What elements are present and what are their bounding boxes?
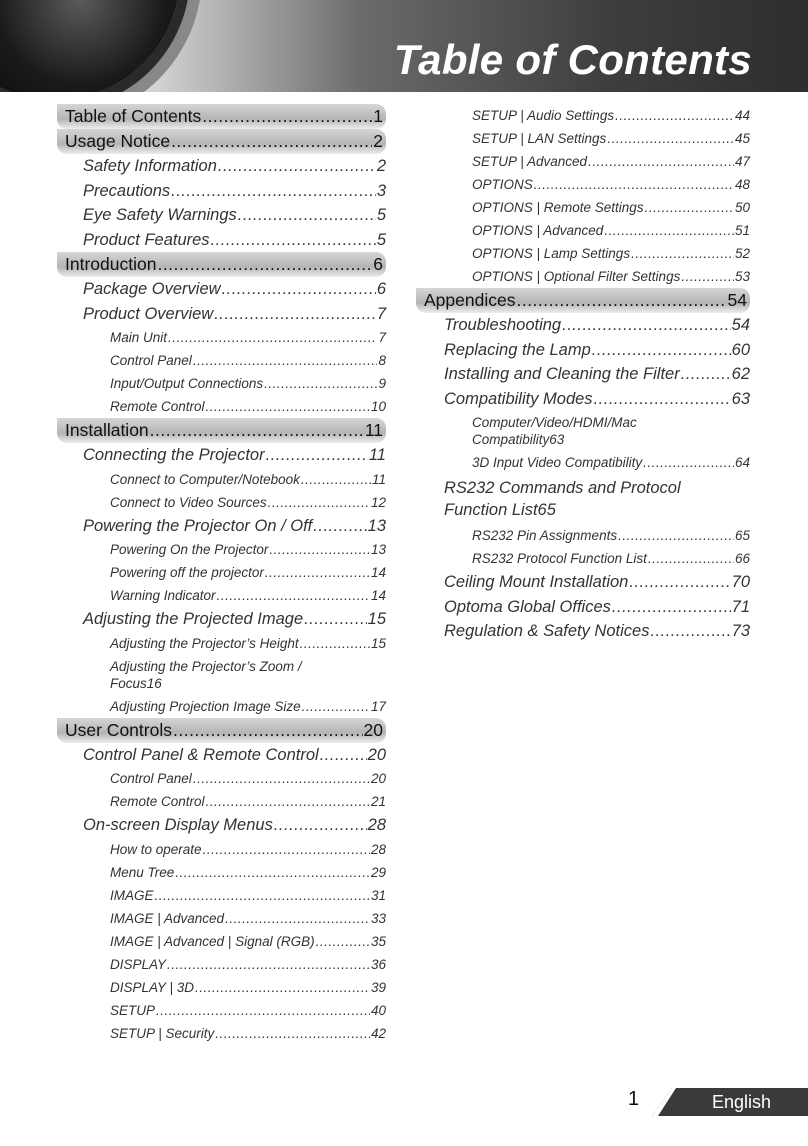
toc-entry-title: Focus bbox=[110, 675, 147, 691]
toc-entry-title: SETUP | LAN Settings bbox=[472, 131, 607, 146]
toc-entry-page: 54 bbox=[727, 290, 747, 310]
toc-entry-level-3[interactable] bbox=[416, 265, 750, 288]
toc-entry-title: Connecting the Projector bbox=[83, 446, 265, 464]
dot-leader bbox=[631, 242, 734, 265]
toc-entry-page: 3 bbox=[376, 181, 386, 200]
toc-entry-title: DISPLAY bbox=[110, 956, 167, 972]
toc-entry-title: Control Panel bbox=[110, 771, 192, 786]
toc-entry-title: Usage Notice bbox=[65, 131, 171, 151]
toc-entry-level-3[interactable] bbox=[57, 468, 386, 491]
toc-entry-title: Eye Safety Warnings bbox=[83, 206, 237, 224]
toc-entry-page: 10 bbox=[370, 399, 386, 414]
toc-right-column bbox=[416, 104, 750, 644]
dot-leader bbox=[238, 203, 376, 228]
dot-leader bbox=[604, 219, 734, 242]
toc-entry-title: Installing and Cleaning the Filter bbox=[444, 365, 680, 383]
toc-entry-title: Ceiling Mount Installation bbox=[444, 573, 629, 591]
toc-entry-title: Main Unit bbox=[110, 330, 168, 345]
toc-entry-title: Appendices bbox=[424, 290, 516, 310]
toc-entry-page: 21 bbox=[370, 794, 386, 809]
toc-entry-level-3[interactable] bbox=[57, 349, 386, 372]
dot-leader bbox=[629, 570, 730, 595]
toc-entry-level-3[interactable] bbox=[416, 451, 750, 474]
toc-entry-title: Adjusting the Projected Image bbox=[83, 610, 304, 628]
toc-entry-page: 28 bbox=[367, 816, 386, 834]
toc-entry-level-3[interactable] bbox=[57, 790, 386, 813]
toc-entry-title: OPTIONS | Lamp Settings bbox=[472, 246, 631, 261]
toc-entry-title-line: RS232 Commands and Protocol bbox=[444, 479, 681, 497]
toc-entry-level-3[interactable] bbox=[416, 547, 750, 570]
toc-entry-level-2[interactable] bbox=[416, 338, 750, 363]
toc-entry-level-2[interactable] bbox=[57, 154, 386, 179]
toc-entry-page: 48 bbox=[734, 177, 750, 192]
toc-entry-title: Troubleshooting bbox=[444, 316, 562, 334]
dot-leader bbox=[193, 349, 378, 372]
toc-entry-level-2[interactable] bbox=[416, 362, 750, 387]
toc-entry-title: IMAGE | Advanced bbox=[110, 910, 225, 926]
toc-entry-page: 51 bbox=[734, 223, 750, 238]
toc-entry-page: 5 bbox=[376, 230, 386, 249]
dot-leader bbox=[156, 999, 370, 1022]
toc-entry-level-2[interactable] bbox=[416, 595, 750, 620]
toc-entry-level-3[interactable] bbox=[57, 655, 386, 695]
toc-entry-level-3[interactable] bbox=[416, 104, 750, 127]
toc-entry-page: 6 bbox=[373, 254, 383, 274]
dot-leader bbox=[214, 302, 376, 327]
toc-entry-page: 2 bbox=[376, 157, 386, 175]
toc-entry-title: Table of Contents bbox=[65, 106, 202, 126]
toc-entry-level-3[interactable] bbox=[57, 861, 386, 884]
toc-entry-page: 14 bbox=[370, 565, 386, 580]
toc-entry-title: Precautions bbox=[83, 181, 171, 200]
toc-entry-page: 16 bbox=[146, 675, 162, 691]
toc-entry-level-3[interactable] bbox=[57, 884, 386, 907]
toc-entry-page: 50 bbox=[734, 200, 750, 215]
toc-entry-title: 3D Input Video Compatibility bbox=[472, 455, 643, 470]
toc-entry-title: Adjusting Projection Image Size bbox=[110, 698, 301, 714]
toc-entry-level-2[interactable] bbox=[57, 607, 386, 632]
toc-entry-page: 44 bbox=[734, 108, 750, 123]
toc-entry-level-3[interactable] bbox=[416, 242, 750, 265]
toc-entry-title: Powering off the projector bbox=[110, 565, 264, 580]
toc-entry-title: Powering the Projector On / Off bbox=[83, 516, 313, 535]
dot-leader bbox=[175, 861, 370, 884]
dot-leader bbox=[588, 150, 734, 173]
toc-entry-title: OPTIONS | Optional Filter Settings bbox=[472, 269, 681, 284]
toc-entry-page: 7 bbox=[376, 304, 386, 323]
toc-entry-title: Control Panel bbox=[110, 353, 192, 368]
toc-entry-title: Powering On the Projector bbox=[110, 542, 269, 557]
toc-entry-title: SETUP | Advanced bbox=[472, 154, 588, 169]
dot-leader bbox=[301, 468, 371, 491]
toc-entry-title: Product Features bbox=[83, 230, 210, 249]
toc-entry-level-3[interactable] bbox=[416, 196, 750, 219]
toc-entry-level-3[interactable] bbox=[57, 584, 386, 607]
toc-entry-page: 71 bbox=[731, 597, 750, 616]
toc-entry-level-3[interactable] bbox=[57, 491, 386, 514]
toc-entry-row bbox=[472, 431, 750, 448]
dot-leader bbox=[650, 619, 730, 644]
toc-entry-level-2[interactable] bbox=[57, 228, 386, 253]
toc-entry-page: 35 bbox=[370, 933, 386, 949]
toc-entry-title: Control Panel & Remote Control bbox=[83, 745, 319, 764]
toc-entry-page: 66 bbox=[734, 551, 750, 566]
toc-entry-title: Package Overview bbox=[83, 280, 221, 298]
toc-entry-level-3[interactable] bbox=[57, 538, 386, 561]
dot-leader bbox=[155, 884, 370, 907]
toc-entry-level-3[interactable] bbox=[57, 953, 386, 976]
dot-leader bbox=[215, 1022, 370, 1045]
dot-leader bbox=[211, 228, 376, 253]
toc-entry-level-3[interactable] bbox=[57, 632, 386, 655]
toc-entry-title: IMAGE bbox=[110, 887, 154, 903]
toc-entry-title: User Controls bbox=[65, 719, 172, 740]
page-number: 1 bbox=[628, 1088, 640, 1110]
toc-entry-page: 13 bbox=[367, 516, 386, 535]
dot-leader bbox=[266, 443, 368, 468]
dot-leader bbox=[265, 561, 370, 584]
toc-entry-page: 14 bbox=[370, 588, 386, 603]
toc-entry-page: 2 bbox=[373, 131, 383, 151]
toc-entry-title: Connect to Video Sources bbox=[110, 494, 267, 510]
toc-entry-level-2[interactable] bbox=[57, 302, 386, 327]
toc-entry-page: 60 bbox=[731, 340, 750, 359]
dot-leader bbox=[618, 524, 734, 547]
toc-entry-level-3[interactable] bbox=[57, 999, 386, 1022]
toc-entry-title: Connect to Computer/Notebook bbox=[110, 471, 300, 487]
toc-entry-page: 53 bbox=[734, 269, 750, 284]
toc-entry-page: 5 bbox=[376, 206, 386, 224]
toc-entry-title: Remote Control bbox=[110, 794, 205, 809]
projector-lens-graphic bbox=[0, 0, 180, 92]
toc-entry-page: 8 bbox=[378, 353, 386, 368]
dot-leader bbox=[612, 595, 731, 620]
dot-leader bbox=[195, 976, 370, 999]
dot-leader bbox=[171, 179, 376, 204]
toc-entry-page: 11 bbox=[364, 420, 383, 440]
toc-entry-page: 65 bbox=[537, 501, 556, 519]
dot-leader bbox=[304, 607, 367, 632]
dot-leader bbox=[300, 632, 370, 655]
toc-entry-level-3[interactable] bbox=[416, 411, 750, 451]
toc-entry-level-3[interactable] bbox=[57, 561, 386, 584]
dot-leader bbox=[645, 196, 734, 219]
toc-entry-page: 65 bbox=[734, 528, 750, 543]
toc-entry-level-2[interactable] bbox=[416, 313, 750, 338]
toc-entry-title: RS232 Protocol Function List bbox=[472, 551, 647, 566]
toc-entry-level-2[interactable] bbox=[57, 813, 386, 838]
dot-leader bbox=[648, 547, 734, 570]
toc-entry-level-3[interactable] bbox=[57, 930, 386, 953]
dot-leader bbox=[173, 718, 363, 743]
toc-entry-title: Installation bbox=[65, 420, 149, 440]
toc-entry-title: RS232 Pin Assignments bbox=[472, 528, 618, 543]
toc-entry-page: 62 bbox=[731, 365, 750, 383]
dot-leader bbox=[218, 154, 376, 179]
toc-entry-title: Compatibility bbox=[472, 432, 550, 447]
toc-entry-page: 13 bbox=[370, 542, 386, 557]
toc-entry-title: Product Overview bbox=[83, 304, 214, 323]
dot-leader bbox=[643, 451, 734, 474]
toc-entry-title: Compatibility Modes bbox=[444, 389, 593, 408]
toc-entry-level-1[interactable] bbox=[57, 252, 386, 277]
dot-leader bbox=[206, 395, 370, 418]
toc-entry-page: 9 bbox=[378, 376, 386, 391]
toc-entry-level-3[interactable] bbox=[416, 524, 750, 547]
toc-entry-title: DISPLAY | 3D bbox=[110, 979, 195, 995]
toc-entry-page: 52 bbox=[734, 246, 750, 261]
dot-leader bbox=[206, 790, 370, 813]
dot-leader bbox=[274, 813, 367, 838]
toc-left-column bbox=[57, 104, 386, 1045]
dot-leader bbox=[157, 252, 372, 277]
toc-entry-level-2[interactable] bbox=[416, 387, 750, 412]
toc-entry-title: Input/Output Connections bbox=[110, 376, 264, 391]
language-label: English bbox=[712, 1092, 772, 1112]
toc-entry-title: OPTIONS bbox=[472, 177, 533, 192]
toc-entry-page: 12 bbox=[370, 494, 386, 510]
dot-leader bbox=[217, 584, 370, 607]
toc-entry-page: 20 bbox=[367, 745, 386, 764]
toc-entry-page: 7 bbox=[378, 330, 386, 345]
toc-entry-level-1[interactable] bbox=[57, 104, 386, 129]
toc-entry-title: Menu Tree bbox=[110, 864, 175, 880]
toc-entry-page: 39 bbox=[370, 979, 386, 995]
toc-entry-level-2[interactable] bbox=[57, 277, 386, 302]
toc-entry-page: 31 bbox=[370, 887, 386, 903]
dot-leader bbox=[264, 372, 377, 395]
toc-entry-level-1[interactable] bbox=[416, 288, 750, 313]
toc-entry-level-3[interactable] bbox=[416, 127, 750, 150]
toc-entry-level-2[interactable] bbox=[416, 474, 750, 524]
toc-entry-level-3[interactable] bbox=[57, 395, 386, 418]
toc-entry-title: Function List bbox=[444, 501, 538, 519]
toc-entry-page: 47 bbox=[734, 154, 750, 169]
toc-entry-page: 15 bbox=[370, 635, 386, 651]
dot-leader bbox=[302, 695, 370, 718]
toc-entry-page: 11 bbox=[371, 471, 386, 487]
toc-entry-page: 28 bbox=[370, 841, 386, 857]
toc-entry-level-3[interactable] bbox=[57, 1022, 386, 1045]
toc-entry-level-3[interactable] bbox=[57, 695, 386, 718]
toc-entry-level-3[interactable] bbox=[57, 838, 386, 861]
dot-leader bbox=[225, 907, 370, 930]
toc-entry-page: 20 bbox=[370, 771, 386, 786]
dot-leader bbox=[534, 173, 734, 196]
dot-leader bbox=[150, 418, 364, 443]
toc-entry-page: 63 bbox=[549, 432, 565, 447]
toc-entry-page: 11 bbox=[368, 446, 386, 464]
dot-leader bbox=[222, 277, 376, 302]
toc-entry-level-2[interactable] bbox=[416, 570, 750, 595]
dot-leader bbox=[202, 104, 372, 129]
toc-entry-page: 29 bbox=[370, 864, 386, 880]
dot-leader bbox=[269, 538, 370, 561]
toc-entry-page: 63 bbox=[731, 389, 750, 408]
toc-entry-title: OPTIONS | Advanced bbox=[472, 223, 604, 238]
dot-leader bbox=[268, 491, 370, 514]
toc-entry-row bbox=[110, 675, 386, 692]
toc-entry-page: 36 bbox=[370, 956, 386, 972]
toc-entry-row bbox=[444, 499, 750, 521]
toc-entry-page: 33 bbox=[370, 910, 386, 926]
dot-leader bbox=[193, 767, 370, 790]
dot-leader bbox=[562, 313, 731, 338]
toc-entry-level-1[interactable] bbox=[57, 418, 386, 443]
toc-entry-level-2[interactable] bbox=[57, 743, 386, 768]
toc-entry-page: 40 bbox=[370, 1002, 386, 1018]
toc-entry-title: Optoma Global Offices bbox=[444, 597, 611, 616]
toc-entry-page: 70 bbox=[731, 573, 750, 591]
toc-entry-level-3[interactable] bbox=[416, 219, 750, 242]
toc-entry-page: 20 bbox=[363, 719, 383, 740]
toc-entry-level-3[interactable] bbox=[57, 976, 386, 999]
toc-entry-title: How to operate bbox=[110, 841, 202, 857]
dot-leader bbox=[316, 930, 370, 953]
toc-entry-page: 64 bbox=[734, 455, 750, 470]
toc-entry-level-3[interactable] bbox=[416, 150, 750, 173]
page-header bbox=[0, 0, 808, 92]
dot-leader bbox=[516, 288, 726, 313]
toc-entry-level-2[interactable] bbox=[57, 443, 386, 468]
dot-leader bbox=[203, 838, 370, 861]
toc-entry-level-2[interactable] bbox=[57, 514, 386, 539]
toc-entry-level-3[interactable] bbox=[57, 326, 386, 349]
dot-leader bbox=[313, 514, 366, 539]
toc-entry-title: Safety Information bbox=[83, 157, 217, 175]
dot-leader bbox=[167, 953, 370, 976]
toc-entry-level-3[interactable] bbox=[57, 907, 386, 930]
toc-entry-page: 1 bbox=[373, 106, 383, 126]
toc-entry-level-2[interactable] bbox=[57, 203, 386, 228]
toc-entry-level-3[interactable] bbox=[416, 173, 750, 196]
toc-entry-level-2[interactable] bbox=[416, 619, 750, 644]
dot-leader bbox=[681, 362, 731, 387]
toc-entry-title: On-screen Display Menus bbox=[83, 816, 273, 834]
toc-entry-page: 42 bbox=[370, 1025, 386, 1041]
dot-leader bbox=[171, 129, 372, 154]
toc-entry-page: 73 bbox=[731, 622, 750, 640]
toc-entry-title: OPTIONS | Remote Settings bbox=[472, 200, 644, 215]
toc-entry-page: 45 bbox=[734, 131, 750, 146]
page-title: Table of Contents bbox=[393, 36, 752, 83]
toc-entry-page: 54 bbox=[731, 316, 750, 334]
toc-entry-title: SETUP | Audio Settings bbox=[472, 108, 615, 123]
toc-entry-level-1[interactable] bbox=[57, 718, 386, 743]
toc-entry-level-3[interactable] bbox=[57, 372, 386, 395]
toc-entry-title: Introduction bbox=[65, 254, 157, 274]
dot-leader bbox=[607, 127, 734, 150]
toc-entry-title: SETUP bbox=[110, 1002, 156, 1018]
toc-entry-page: 6 bbox=[376, 280, 386, 298]
toc-entry-page: 15 bbox=[367, 610, 386, 628]
toc-entry-title: Warning Indicator bbox=[110, 588, 216, 603]
toc-entry-title: IMAGE | Advanced | Signal (RGB) bbox=[110, 933, 315, 949]
toc-entry-title: Remote Control bbox=[110, 399, 205, 414]
toc-entry-title-line: Adjusting the Projector’s Zoom / bbox=[110, 658, 302, 674]
toc-entry-title-line: Computer/Video/HDMI/Mac bbox=[472, 415, 637, 430]
dot-leader bbox=[320, 743, 367, 768]
dot-leader bbox=[592, 338, 731, 363]
toc-entry-level-1[interactable] bbox=[57, 129, 386, 154]
toc-entry-title: SETUP | Security bbox=[110, 1025, 215, 1041]
toc-entry-level-2[interactable] bbox=[57, 179, 386, 204]
toc-entry-title: Replacing the Lamp bbox=[444, 340, 591, 359]
toc-entry-level-3[interactable] bbox=[57, 767, 386, 790]
toc-entry-title: Regulation & Safety Notices bbox=[444, 622, 650, 640]
toc-entry-page: 17 bbox=[370, 698, 386, 714]
dot-leader bbox=[168, 326, 377, 349]
dot-leader bbox=[681, 265, 734, 288]
dot-leader bbox=[615, 104, 734, 127]
dot-leader bbox=[594, 387, 731, 412]
toc-entry-title: Adjusting the Projector’s Height bbox=[110, 635, 299, 651]
